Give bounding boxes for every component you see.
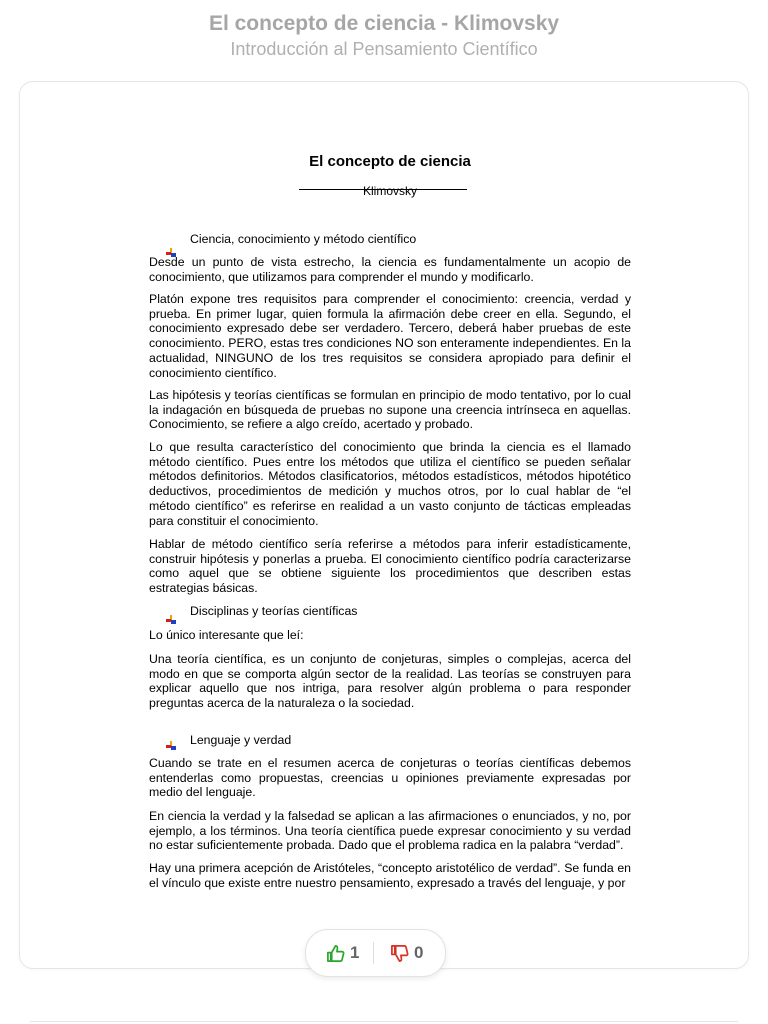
paragraph: En ciencia la verdad y la falsedad se aplican a las afirmaciones o enunciados, y no, por ejemplo, a los términos. Una teoría científica puede expresar conocimiento y su verdad no estar suficientemente probada. Dado que el problema radica en la palabra “verdad”. (149, 809, 631, 853)
bullet-icon (166, 741, 176, 751)
paragraph: Hablar de método científico sería referirse a métodos para inferir estadísticamente, construir hipótesis y ponerlas a prueba. El conocimiento científico podría caracterizarse como aquel que se obtiene siguiente los procedimientos que describen estas estrategias básicas. (149, 537, 631, 596)
page-title: El concepto de ciencia - Klimovsky (208, 12, 560, 35)
section-heading: Ciencia, conocimiento y método científico (190, 232, 417, 246)
paragraph: Desde un punto de vista estrecho, la ciencia es fundamentalmente un acopio de conocimiento, que utilizamos para comprender el mundo y modificarlo. (149, 255, 631, 284)
dislike-count: 0 (414, 943, 424, 962)
paragraph: Lo único interesante que leí: (149, 628, 304, 642)
paragraph: Hay una primera acepción de Aristóteles, “concepto aristotélico de verdad”. Se funda en el vínculo que existe entre nuestro pensamiento, expresado a través del lenguaje, y por (149, 861, 631, 890)
page-subtitle: Introducción al Pensamiento Científico (230, 39, 538, 59)
section-heading: Lenguaje y verdad (190, 733, 292, 747)
thumbs-down-icon (390, 944, 409, 963)
thumbs-up-icon (326, 944, 345, 963)
paragraph: Lo que resulta característico del conocimiento que brinda la ciencia es el llamado método científico. Pues entre los métodos que utiliza el científico se pueden señalar métodos definitorios. Métodos clasificatorios, métodos estadísticos, métodos hipotético deductivos, procedimientos de medición y muchos otros, por lo cual hablar de “el método científico” es referirse en realidad a un vasto conjunto de tácticas empleadas para constituir el conocimiento. (149, 440, 631, 528)
page-header (0, 10, 768, 60)
vote-bar (305, 929, 446, 977)
vote-divider (373, 942, 374, 964)
bullet-icon (166, 615, 176, 625)
paragraph: Las hipótesis y teorías científicas se formulan en principio de modo tentativo, por lo cual la indagación en búsqueda de pruebas no supone una creencia intrínseca en aquellas. Conocimiento, se refiere a algo creído, acertado y probado. (149, 388, 631, 432)
like-count: 1 (350, 943, 360, 962)
section-heading: Disciplinas y teorías científicas (190, 604, 358, 618)
paragraph: Cuando se trate en el resumen acerca de conjeturas o teorías científicas debemos entenderlas como propuestas, creencias u opiniones previamente expresadas por medio del lenguaje. (149, 756, 631, 800)
dislike-button[interactable] (390, 941, 423, 965)
document-title: El concepto de ciencia (309, 153, 471, 170)
footer-divider (30, 1021, 738, 1022)
like-button[interactable] (326, 941, 359, 965)
paragraph: Platón expone tres requisitos para comprender el conocimiento: creencia, verdad y prueba. En primer lugar, quien formula la afirmación debe creer en ella. Segundo, el conocimiento expresado debe ser verdadero. Tercero, deberá haber pruebas de este conocimiento. PERO, estas tres condiciones NO son enteramente independientes. En la actualidad, NINGUNO de los tres requisitos se considera apropiado para definir el conocimiento científico. (149, 292, 631, 380)
paragraph: Una teoría científica, es un conjunto de conjeturas, simples o complejas, acerca del modo en que se comporta algún sector de la realidad. Las teorías se construyen para explicar aquello que nos intriga, para resolver algún problema o para responder preguntas acerca de la naturaleza o la sociedad. (149, 652, 631, 711)
document-author: Klimovsky (362, 184, 417, 198)
